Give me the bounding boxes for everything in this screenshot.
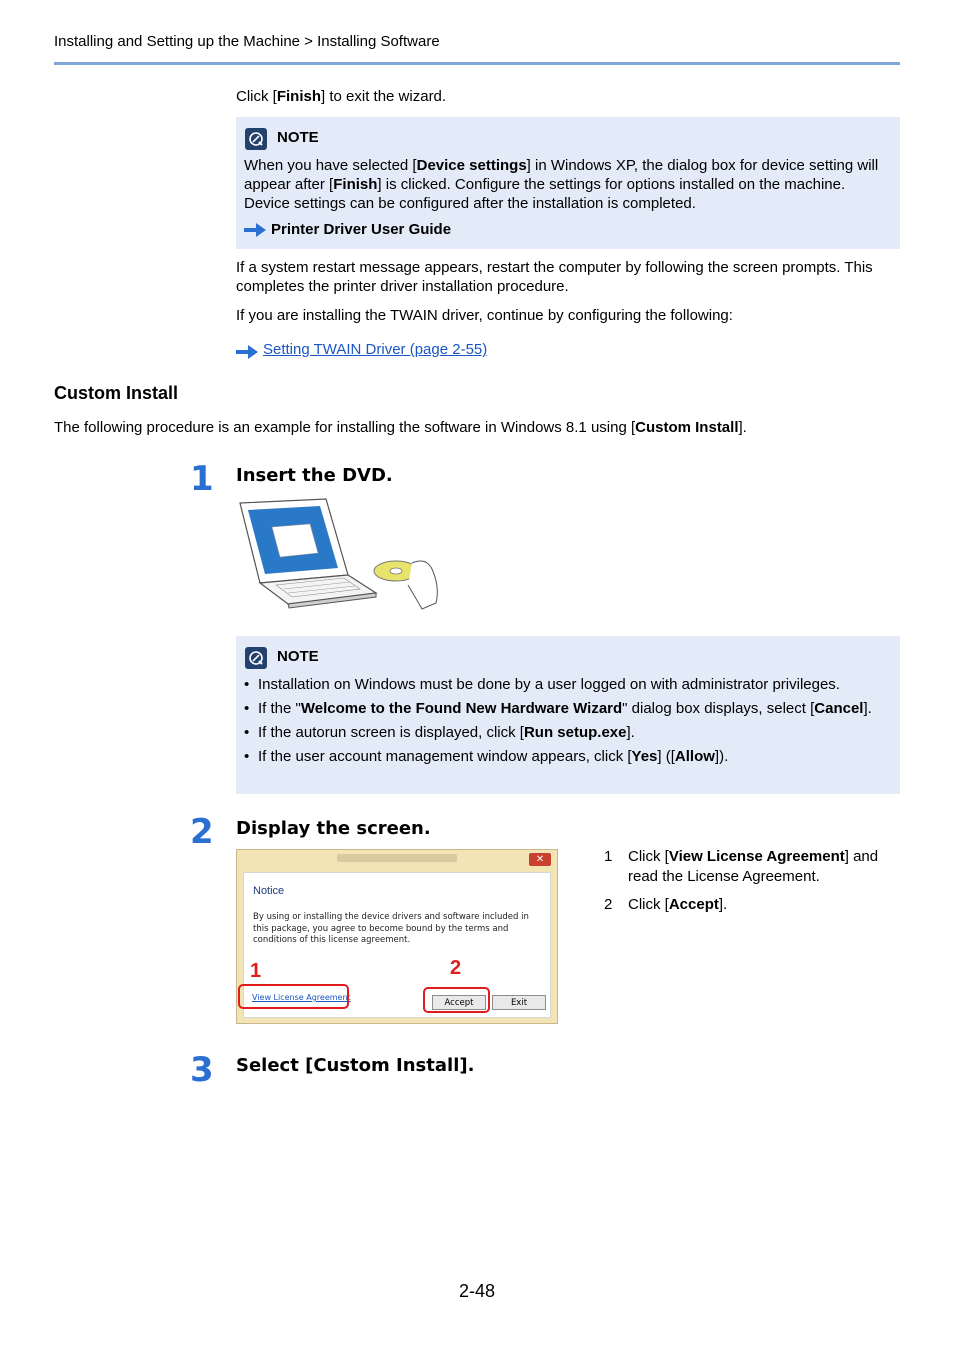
- finish-text-pre: Click [: [236, 88, 277, 105]
- exit-button[interactable]: Exit: [492, 995, 546, 1010]
- note-text-bold: Finish: [333, 176, 378, 193]
- dialog-title-blurred: [337, 854, 457, 862]
- note-icon: [245, 647, 267, 669]
- step-number: 2: [190, 812, 214, 852]
- finish-text-post: ] to exit the wizard.: [321, 88, 447, 105]
- twain-text: If you are installing the TWAIN driver, continue by configuring the following:: [236, 307, 733, 324]
- substep-text-part: ] and read the License Agreement.: [628, 848, 879, 885]
- substep-text: [628, 847, 900, 887]
- step-number: 3: [190, 1050, 214, 1090]
- note-text: [244, 156, 894, 213]
- note-icon: [245, 128, 267, 150]
- step-title: Insert the DVD.: [236, 465, 393, 486]
- note-text-part: ] is clicked. Configure the settings for options installed on the machine. Device settings can be configured after the installation is completed.: [244, 176, 846, 212]
- note-box-installation: [236, 636, 900, 794]
- note-text-part: When you have selected [: [244, 157, 417, 174]
- reference-guide-link[interactable]: Printer Driver User Guide: [271, 221, 452, 238]
- substep-text-part: Click [: [628, 848, 669, 865]
- restart-text: If a system restart message appears, restart the computer by following the screen prompts. This completes the printer driver installation procedure.: [236, 259, 873, 295]
- laptop-dvd-illustration: [236, 497, 446, 617]
- callout-number: 1: [250, 960, 262, 982]
- substep: [604, 847, 900, 887]
- finish-instruction: [236, 87, 446, 106]
- substep-text-part: ].: [718, 896, 728, 913]
- list-item: [236, 699, 891, 718]
- note-text-bold: Device settings: [416, 157, 527, 174]
- arrow-right-icon: [244, 223, 266, 237]
- close-icon[interactable]: ✕: [529, 853, 551, 866]
- callout-number: 2: [450, 957, 462, 979]
- highlight-box-link: [238, 984, 349, 1009]
- list-item-text: If the user account management window appears, click [: [258, 748, 632, 765]
- page-number: 2-48: [458, 1281, 496, 1301]
- step-title: Display the screen.: [236, 818, 431, 839]
- substep: [604, 895, 900, 915]
- list-item-bold: Cancel: [814, 700, 864, 717]
- highlight-box-accept: [423, 987, 490, 1013]
- accept-button[interactable]: Accept: [432, 995, 486, 1010]
- list-item-bold: Welcome to the Found New Hardware Wizard: [300, 700, 623, 717]
- list-item-text: If the ": [258, 700, 301, 717]
- arrow-right-icon: [236, 345, 258, 359]
- finish-text-bold: Finish: [276, 88, 322, 105]
- twain-driver-link[interactable]: Setting TWAIN Driver (page 2-55): [263, 341, 488, 358]
- list-item-bold: Allow: [674, 748, 715, 765]
- description-part: ].: [738, 419, 747, 436]
- list-item-text: If the autorun screen is displayed, click [: [258, 724, 524, 741]
- list-item-text: ]).: [714, 748, 729, 765]
- header-rule: [54, 62, 900, 65]
- substep-text-bold: View License Agreement: [668, 848, 845, 865]
- list-item-text: Installation on Windows must be done by a user logged on with administrator privileges.: [258, 676, 840, 693]
- laptop-icon: [240, 499, 376, 608]
- list-item-text: ].: [863, 700, 872, 717]
- substep-text: [628, 895, 900, 915]
- list-item: [236, 723, 891, 742]
- step-number: 1: [190, 459, 214, 499]
- note-label: NOTE: [277, 129, 319, 146]
- substep-number: 1: [604, 848, 613, 865]
- list-item-bold: Yes: [631, 748, 658, 765]
- license-dialog-screenshot: [236, 849, 558, 1024]
- section-description: [54, 418, 900, 437]
- dialog-body-text: By using or installing the device drivers and software included in this package, you agree to become bound by the terms and conditions of this license agreement.: [253, 912, 529, 945]
- note-text-part: ] in Windows XP, the dialog box for device setting will appear after [: [244, 157, 879, 193]
- breadcrumb: Installing and Setting up the Machine > Installing Software: [54, 33, 440, 50]
- dialog-titlebar: [237, 850, 557, 870]
- substep-number: 2: [604, 896, 613, 913]
- note-box-device-settings: [236, 117, 900, 249]
- dvd-icon: [374, 561, 437, 609]
- list-item: [236, 747, 891, 766]
- dialog-notice-title: Notice: [253, 885, 285, 897]
- section-heading: Custom Install: [54, 383, 179, 403]
- description-part: The following procedure is an example for installing the software in Windows 8.1 using [: [54, 419, 636, 436]
- substep-text-part: Click [: [628, 896, 669, 913]
- note-label: NOTE: [277, 648, 319, 665]
- list-item-text: " dialog box displays, select [: [622, 700, 815, 717]
- note-bullet-list: [236, 675, 891, 771]
- list-item-text: ] ([: [657, 748, 675, 765]
- step-title: Select [Custom Install].: [236, 1055, 475, 1076]
- substep-text-bold: Accept: [668, 896, 719, 913]
- list-item-text: ].: [626, 724, 635, 741]
- view-license-agreement-link[interactable]: View License Agreement: [252, 993, 351, 1002]
- list-item: [236, 675, 891, 694]
- description-bold: Custom Install: [635, 419, 739, 436]
- list-item-bold: Run setup.exe: [523, 724, 627, 741]
